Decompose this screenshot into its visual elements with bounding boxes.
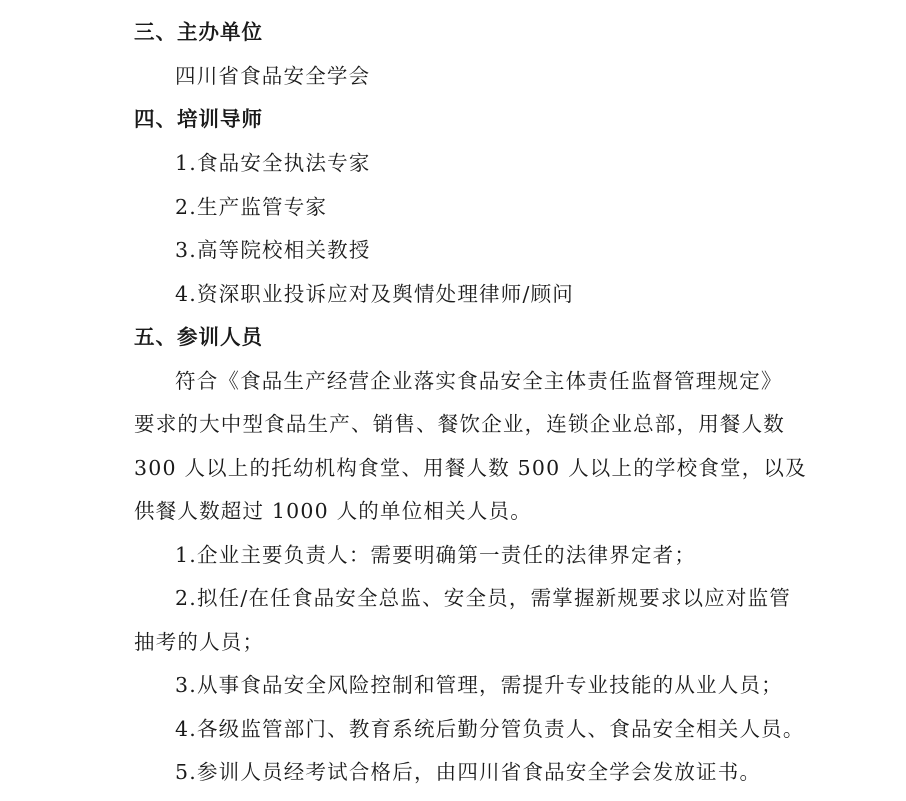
trainer-item-2: 2.生产监管专家 xyxy=(175,195,328,219)
participants-intro-line-3: 300 人以上的托幼机构食堂、用餐人数 500 人以上的学校食堂，以及 xyxy=(134,456,807,480)
participants-intro-line-2: 要求的大中型食品生产、销售、餐饮企业，连锁企业总部，用餐人数 xyxy=(134,412,785,436)
participants-intro-line-1: 符合《食品生产经营企业落实食品安全主体责任监督管理规定》 xyxy=(175,369,783,393)
trainer-item-1: 1.食品安全执法专家 xyxy=(175,151,371,175)
organizer-name: 四川省食品安全学会 xyxy=(175,64,371,88)
section-heading-trainers: 四、培训导师 xyxy=(134,107,263,131)
participant-item-1: 1.企业主要负责人：需要明确第一责任的法律界定者； xyxy=(175,543,697,567)
participant-item-5: 5.参训人员经考试合格后，由四川省食品安全学会发放证书。 xyxy=(175,760,762,784)
participants-intro-line-4: 供餐人数超过 1000 人的单位相关人员。 xyxy=(134,499,532,523)
participant-item-3: 3.从事食品安全风险控制和管理，需提升专业技能的从业人员； xyxy=(175,673,783,697)
participant-item-2-line-1: 2.拟任/在任食品安全总监、安全员，需掌握新规要求以应对监管 xyxy=(175,586,791,610)
trainer-item-3: 3.高等院校相关教授 xyxy=(175,238,371,262)
section-heading-participants: 五、参训人员 xyxy=(134,325,263,349)
participant-item-4: 4.各级监管部门、教育系统后勤分管负责人、食品安全相关人员。 xyxy=(175,717,805,741)
section-heading-organizer: 三、主办单位 xyxy=(134,20,263,44)
trainer-item-4: 4.资深职业投诉应对及舆情处理律师/顾问 xyxy=(175,282,574,306)
participant-item-2-line-2: 抽考的人员； xyxy=(134,630,265,654)
